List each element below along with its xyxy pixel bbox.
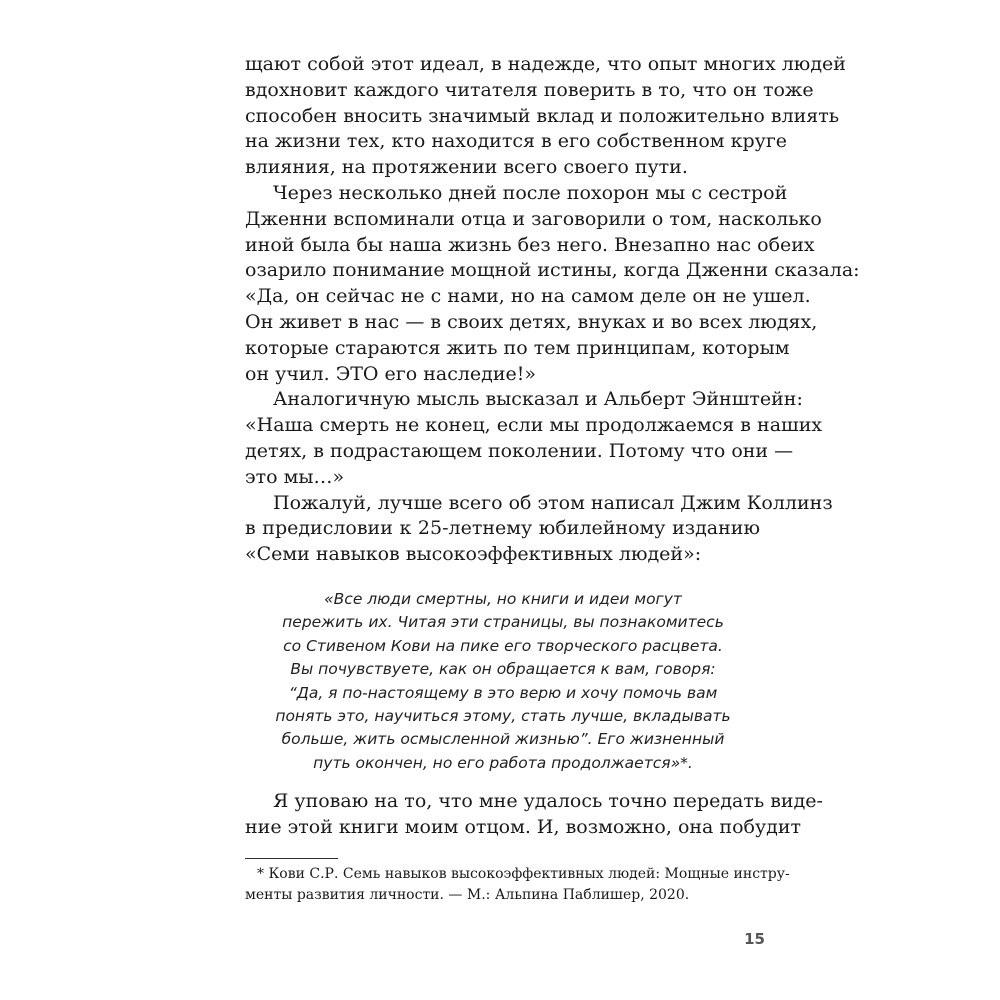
quote-line: пережить их. Читая эти страницы, вы познакомитесь <box>282 613 724 632</box>
quote-line: больше, жить осмысленной жизнью”. Его жизненный <box>281 730 725 749</box>
text-line: озарило понимание мощной истины, когда Дженни сказала: <box>245 259 860 282</box>
text-line: в предисловии к 25-летнему юбилейному изданию <box>245 517 760 540</box>
text-line: он учил. ЭТО его наследие!» <box>245 362 537 385</box>
quote-line: Вы почувствуете, как он обращается к вам, говоря: <box>290 660 716 679</box>
text-line: способен вносить значимый вклад и положительно влиять <box>245 104 840 127</box>
text-line: вдохновит каждого читателя поверить в то, что он тоже <box>245 78 814 101</box>
quote-line: со Стивеном Кови на пике его творческого расцвета. <box>283 636 723 655</box>
paragraph-collins <box>245 491 833 568</box>
text-line: Аналогичную мысль высказал и Альберт Эйнштейн: <box>273 388 803 411</box>
text-line: Дженни вспоминали отца и заговорили о том, насколько <box>245 207 822 230</box>
text-line: щают собой этот идеал, в надежде, что опыт многих людей <box>245 53 846 75</box>
footnote-divider <box>245 858 338 859</box>
text-line: Я уповаю на то, что мне удалось точно передать виде- <box>273 790 823 812</box>
quote-line: понять это, научиться этому, стать лучше, вкладывать <box>275 707 731 726</box>
quote-line: “Да, я по-настоящему в это верю и хочу помочь вам <box>288 683 718 702</box>
paragraph-continuation <box>245 52 846 181</box>
quote-line: «Все люди смертны, но книги и идеи могут <box>324 590 682 608</box>
text-line: «Да, он сейчас не с нами, но на самом деле он не ушел. <box>245 285 811 308</box>
text-line: это мы…» <box>245 465 345 488</box>
quote-line: путь окончен, но его работа продолжается»*. <box>313 753 693 772</box>
footnote-line: * Кови С.Р. Семь навыков высокоэффективных людей: Мощные инстру- <box>257 866 790 882</box>
block-quote <box>258 588 748 775</box>
text-line: Он живет в нас — в своих детях, внуках и во всех людях, <box>245 310 818 333</box>
text-line: Пожалуй, лучше всего об этом написал Джим Коллинз <box>273 491 833 514</box>
body-text <box>245 52 860 568</box>
text-line: Через несколько дней после похорон мы с сестрой <box>273 181 788 204</box>
footnote <box>245 864 790 906</box>
text-line: «Наша смерть не конец, если мы продолжаемся в наших <box>245 414 823 437</box>
text-line: влияния, на протяжении всего своего пути. <box>245 156 688 179</box>
footnote-line: менты развития личности. — М.: Альпина Паблишер, 2020. <box>245 887 690 903</box>
text-line: ние этой книги моим отцом. И, возможно, она побудит <box>245 815 802 838</box>
text-line: «Семи навыков высокоэффективных людей»: <box>245 543 702 566</box>
text-line: на жизни тех, кто находится в его собственном круге <box>245 130 788 153</box>
page-number: 15 <box>744 930 765 948</box>
paragraph-jenny <box>245 181 860 387</box>
text-line: иной была бы наша жизнь без него. Внезапно нас обеих <box>245 233 815 256</box>
text-line: детях, в подрастающем поколении. Потому что они — <box>245 439 794 462</box>
paragraph-einstein <box>245 387 823 490</box>
paragraph-closing <box>245 789 823 841</box>
text-line: которые стараются жить по тем принципам, которым <box>245 336 790 359</box>
